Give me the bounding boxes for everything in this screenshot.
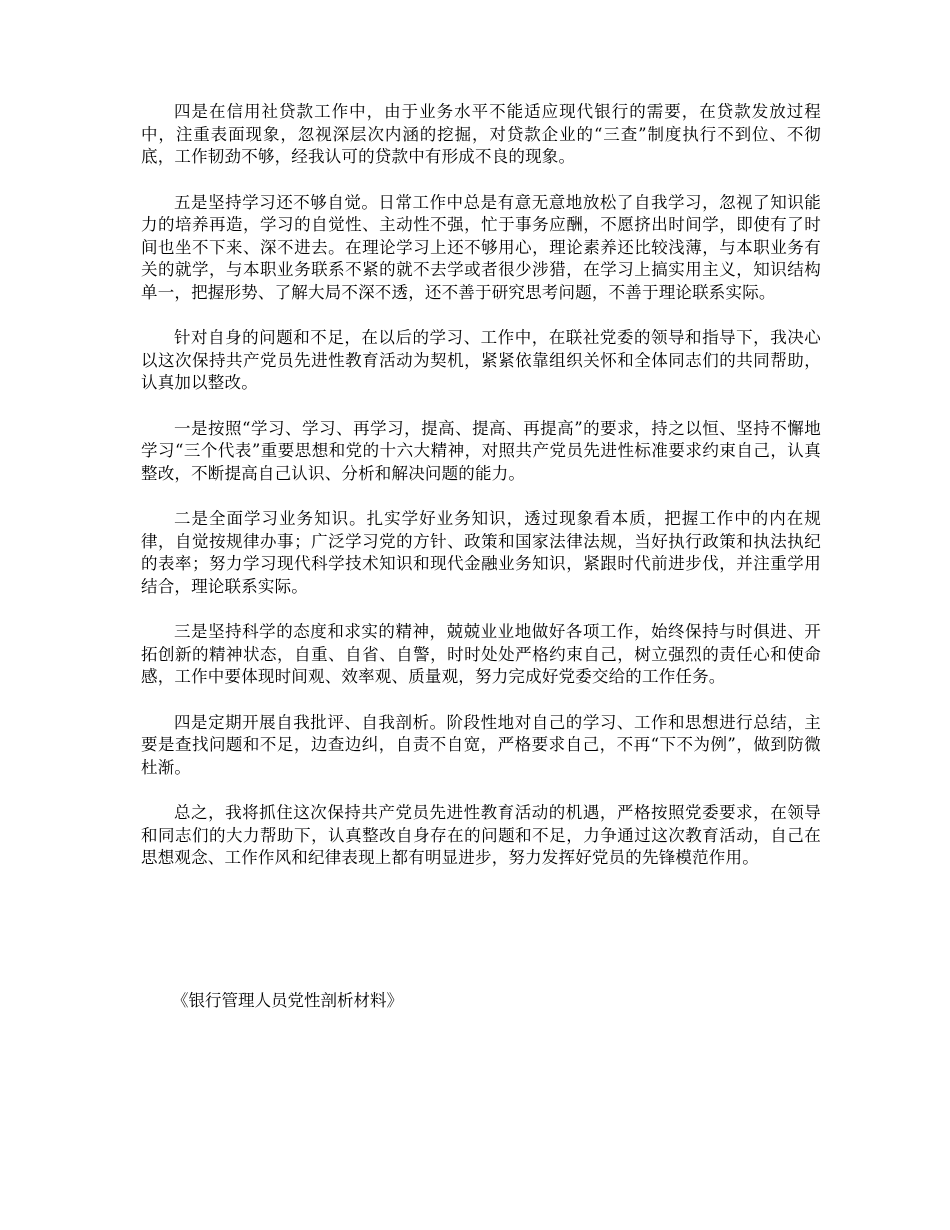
paragraph-1: 四是在信用社贷款工作中，由于业务水平不能适应现代银行的需要，在贷款发放过程中，注重表面现象，忽视深层次内涵的挖掘，对贷款企业的“三查”制度执行不到位、不彻底，工作韧劲不够，经我认可的贷款中有形成不良的现象。 [141, 102, 821, 166]
paragraph-4: 一是按照“学习、学习、再学习，提高、提高、再提高”的要求，持之以恒、坚持不懈地学习“三个代表”重要思想和党的十六大精神，对照共产党员先进性标准要求约束自己，认真整改，不断提高自己认识、分析和解决问题的能力。 [141, 418, 821, 483]
paragraph-6: 三是坚持科学的态度和求实的精神，兢兢业业地做好各项工作，始终保持与时俱进、开拓创新的精神状态，自重、自省、自警，时时处处严格约束自己，树立强烈的责任心和使命感，工作中要体现时间观、效率观、质量观，努力完成好党委交给的工作任务。 [141, 622, 821, 686]
paragraph-3: 针对自身的问题和不足，在以后的学习、工作中，在联社党委的领导和指导下，我决心以这次保持共产党员先进性教育活动为契机，紧紧依靠组织关怀和全体同志们的共同帮助，认真加以整改。 [141, 328, 821, 392]
document-title-footer: 《银行管理人员党性剖析材料》 [172, 991, 403, 1010]
document-body [141, 101, 821, 893]
paragraph-2: 五是坚持学习还不够自觉。日常工作中总是有意无意地放松了自我学习，忽视了知识能力的培养再造，学习的自觉性、主动性不强，忙于事务应酬，不愿挤出时间学，即使有了时间也坐不下来、深不进去。在理论学习上还不够用心，理论素养还比较浅薄，与本职业务有关的就学，与本职业务联系不紧的就不去学或者很少涉猎，在学习上搞实用主义，知识结构单一，把握形势、了解大局不深不透，还不善于研究思考问题，不善于理论联系实际。 [141, 192, 821, 302]
paragraph-8: 总之，我将抓住这次保持共产党员先进性教育活动的机遇，严格按照党委要求，在领导和同志们的大力帮助下，认真整改自身存在的问题和不足，力争通过这次教育活动，自己在思想观念、工作作风和纪律表现上都有明显进步，努力发挥好党员的先锋模范作用。 [141, 803, 821, 867]
paragraph-7: 四是定期开展自我批评、自我剖析。阶段性地对自己的学习、工作和思想进行总结，主要是查找问题和不足，边查边纠，自责不自宽，严格要求自己，不再“下不为例”，做到防微杜渐。 [141, 712, 821, 777]
paragraph-5: 二是全面学习业务知识。扎实学好业务知识，透过现象看本质，把握工作中的内在规律，自觉按规律办事；广泛学习党的方针、政策和国家法律法规，当好执行政策和执法执纪的表率；努力学习现代科学技术知识和现代金融业务知识，紧跟时代前进步伐，并注重学用结合，理论联系实际。 [141, 509, 821, 596]
